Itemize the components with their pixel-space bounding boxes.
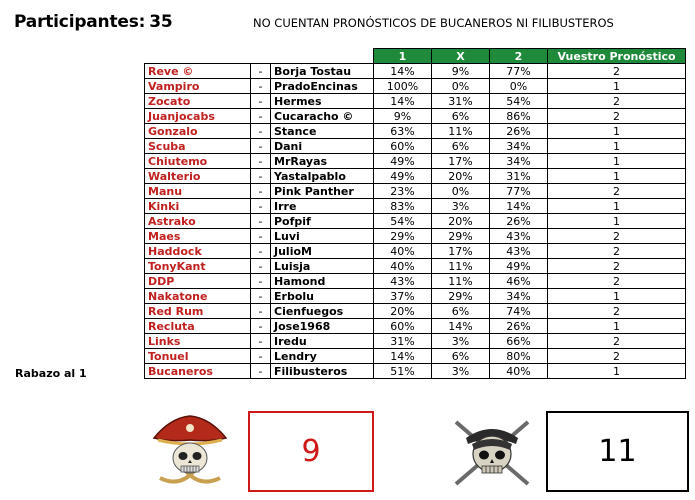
table-row xyxy=(145,124,686,139)
table-row xyxy=(145,304,686,319)
prediction-value: 2 xyxy=(548,244,686,259)
percent-2: 34% xyxy=(490,289,548,304)
participant-right-name: Dani xyxy=(271,139,374,154)
score-box-right: 11 xyxy=(546,411,689,492)
separator-dash: - xyxy=(251,304,271,319)
separator-dash: - xyxy=(251,199,271,214)
percent-x: 6% xyxy=(432,349,490,364)
table-body xyxy=(145,64,686,379)
participant-left-name: TonyKant xyxy=(145,259,251,274)
table-row xyxy=(145,364,686,379)
percent-1: 49% xyxy=(374,169,432,184)
percent-2: 49% xyxy=(490,259,548,274)
percent-2: 26% xyxy=(490,214,548,229)
participant-left-name: Kinki xyxy=(145,199,251,214)
percent-1: 29% xyxy=(374,229,432,244)
table-row xyxy=(145,64,686,79)
percent-1: 83% xyxy=(374,199,432,214)
percent-1: 63% xyxy=(374,124,432,139)
percent-2: 14% xyxy=(490,199,548,214)
separator-dash: - xyxy=(251,169,271,184)
table-row xyxy=(145,154,686,169)
percent-1: 100% xyxy=(374,79,432,94)
rabazo-label: Rabazo al 1 xyxy=(15,367,87,380)
participant-right-name: Jose1968 xyxy=(271,319,374,334)
separator-dash: - xyxy=(251,334,271,349)
percent-1: 49% xyxy=(374,154,432,169)
percent-x: 20% xyxy=(432,169,490,184)
participant-left-name: DDP xyxy=(145,274,251,289)
participant-left-name: Astrako xyxy=(145,214,251,229)
participant-right-name: Yastalpablo xyxy=(271,169,374,184)
percent-x: 17% xyxy=(432,154,490,169)
participant-left-name: Vampiro xyxy=(145,79,251,94)
prediction-value: 2 xyxy=(548,109,686,124)
separator-dash: - xyxy=(251,214,271,229)
percent-2: 80% xyxy=(490,349,548,364)
participant-right-name: Filibusteros xyxy=(271,364,374,379)
prediction-value: 2 xyxy=(548,184,686,199)
table-row xyxy=(145,169,686,184)
participant-left-name: Walterio xyxy=(145,169,251,184)
table-row xyxy=(145,214,686,229)
separator-dash: - xyxy=(251,244,271,259)
percent-1: 9% xyxy=(374,109,432,124)
participant-left-name: Zocato xyxy=(145,94,251,109)
prediction-value: 1 xyxy=(548,79,686,94)
table-row xyxy=(145,289,686,304)
participant-right-name: Iredu xyxy=(271,334,374,349)
table-row xyxy=(145,199,686,214)
participant-left-name: Bucaneros xyxy=(145,364,251,379)
percent-x: 0% xyxy=(432,79,490,94)
skull-crossed-swords-logo-icon xyxy=(446,408,538,496)
separator-dash: - xyxy=(251,259,271,274)
participant-right-name: Stance xyxy=(271,124,374,139)
participant-right-name: Hamond xyxy=(271,274,374,289)
separator-dash: - xyxy=(251,349,271,364)
participant-left-name: Links xyxy=(145,334,251,349)
participant-left-name: Tonuel xyxy=(145,349,251,364)
column-header-1: 1 xyxy=(374,49,432,64)
participant-left-name: Haddock xyxy=(145,244,251,259)
prediction-value: 2 xyxy=(548,274,686,289)
participant-right-name: Luvi xyxy=(271,229,374,244)
percent-1: 51% xyxy=(374,364,432,379)
percent-x: 9% xyxy=(432,64,490,79)
percent-x: 6% xyxy=(432,304,490,319)
column-header-2: 2 xyxy=(490,49,548,64)
participants-label: Participantes: xyxy=(14,12,146,32)
percent-1: 14% xyxy=(374,94,432,109)
percent-x: 0% xyxy=(432,184,490,199)
percent-x: 17% xyxy=(432,244,490,259)
table-row xyxy=(145,319,686,334)
percent-2: 26% xyxy=(490,319,548,334)
prediction-value: 1 xyxy=(548,199,686,214)
prediction-value: 1 xyxy=(548,289,686,304)
separator-dash: - xyxy=(251,124,271,139)
percent-2: 77% xyxy=(490,184,548,199)
table-row xyxy=(145,244,686,259)
percent-2: 43% xyxy=(490,244,548,259)
participant-right-name: MrRayas xyxy=(271,154,374,169)
percent-2: 26% xyxy=(490,124,548,139)
percent-x: 3% xyxy=(432,199,490,214)
percent-2: 66% xyxy=(490,334,548,349)
percent-x: 6% xyxy=(432,109,490,124)
notice-text: NO CUENTAN PRONÓSTICOS DE BUCANEROS NI FILIBUSTEROS xyxy=(253,16,614,30)
percent-1: 14% xyxy=(374,349,432,364)
percent-x: 31% xyxy=(432,94,490,109)
percent-2: 46% xyxy=(490,274,548,289)
participant-left-name: Nakatone xyxy=(145,289,251,304)
participants-heading xyxy=(14,12,173,32)
separator-dash: - xyxy=(251,289,271,304)
participant-right-name: Hermes xyxy=(271,94,374,109)
prediction-value: 2 xyxy=(548,334,686,349)
separator-dash: - xyxy=(251,109,271,124)
table-row xyxy=(145,94,686,109)
prediction-value: 1 xyxy=(548,139,686,154)
percent-1: 60% xyxy=(374,319,432,334)
participant-left-name: Gonzalo xyxy=(145,124,251,139)
table-header-row xyxy=(145,49,686,64)
percent-2: 54% xyxy=(490,94,548,109)
prediction-value: 2 xyxy=(548,259,686,274)
percent-1: 54% xyxy=(374,214,432,229)
percent-1: 43% xyxy=(374,274,432,289)
participant-right-name: PradoEncinas xyxy=(271,79,374,94)
prediction-value: 1 xyxy=(548,154,686,169)
percent-x: 3% xyxy=(432,334,490,349)
table-row xyxy=(145,334,686,349)
predictions-table xyxy=(144,48,686,379)
participant-left-name: Recluta xyxy=(145,319,251,334)
participant-right-name: Irre xyxy=(271,199,374,214)
prediction-value: 2 xyxy=(548,349,686,364)
percent-1: 40% xyxy=(374,244,432,259)
table-row xyxy=(145,139,686,154)
participant-right-name: Cucaracho © xyxy=(271,109,374,124)
participant-right-name: Erbolu xyxy=(271,289,374,304)
score-box-left: 9 xyxy=(248,411,374,492)
percent-1: 23% xyxy=(374,184,432,199)
percent-2: 40% xyxy=(490,364,548,379)
percent-1: 14% xyxy=(374,64,432,79)
percent-2: 0% xyxy=(490,79,548,94)
percent-x: 20% xyxy=(432,214,490,229)
participant-left-name: Manu xyxy=(145,184,251,199)
column-header-x: X xyxy=(432,49,490,64)
red-pirate-skull-logo-icon xyxy=(140,408,240,496)
percent-x: 11% xyxy=(432,274,490,289)
separator-dash: - xyxy=(251,319,271,334)
percent-1: 60% xyxy=(374,139,432,154)
prediction-value: 1 xyxy=(548,319,686,334)
participant-left-name: Red Rum xyxy=(145,304,251,319)
separator-dash: - xyxy=(251,64,271,79)
percent-2: 74% xyxy=(490,304,548,319)
participants-count: 35 xyxy=(149,12,173,32)
column-header-prediction: Vuestro Pronóstico xyxy=(548,49,686,64)
percent-2: 86% xyxy=(490,109,548,124)
prediction-value: 2 xyxy=(548,229,686,244)
participant-right-name: JulioM xyxy=(271,244,374,259)
prediction-value: 1 xyxy=(548,124,686,139)
percent-x: 6% xyxy=(432,139,490,154)
participant-left-name: Chiutemo xyxy=(145,154,251,169)
participant-left-name: Juanjocabs xyxy=(145,109,251,124)
percent-2: 34% xyxy=(490,139,548,154)
participant-left-name: Maes xyxy=(145,229,251,244)
percent-x: 11% xyxy=(432,124,490,139)
separator-dash: - xyxy=(251,79,271,94)
table-row xyxy=(145,349,686,364)
participant-right-name: Pink Panther xyxy=(271,184,374,199)
percent-2: 31% xyxy=(490,169,548,184)
percent-1: 37% xyxy=(374,289,432,304)
percent-1: 20% xyxy=(374,304,432,319)
prediction-value: 1 xyxy=(548,364,686,379)
separator-dash: - xyxy=(251,139,271,154)
percent-2: 77% xyxy=(490,64,548,79)
percent-1: 31% xyxy=(374,334,432,349)
table-row xyxy=(145,109,686,124)
separator-dash: - xyxy=(251,364,271,379)
prediction-value: 2 xyxy=(548,64,686,79)
prediction-value: 1 xyxy=(548,214,686,229)
table-row xyxy=(145,274,686,289)
prediction-value: 2 xyxy=(548,94,686,109)
table-row xyxy=(145,184,686,199)
separator-dash: - xyxy=(251,229,271,244)
percent-x: 14% xyxy=(432,319,490,334)
separator-dash: - xyxy=(251,184,271,199)
percent-x: 29% xyxy=(432,289,490,304)
participant-left-name: Reve © xyxy=(145,64,251,79)
separator-dash: - xyxy=(251,274,271,289)
percent-2: 34% xyxy=(490,154,548,169)
participant-right-name: Cienfuegos xyxy=(271,304,374,319)
table-row xyxy=(145,259,686,274)
prediction-value: 1 xyxy=(548,169,686,184)
participant-right-name: Luisja xyxy=(271,259,374,274)
percent-x: 3% xyxy=(432,364,490,379)
separator-dash: - xyxy=(251,94,271,109)
participant-right-name: Borja Tostau xyxy=(271,64,374,79)
percent-2: 43% xyxy=(490,229,548,244)
participant-right-name: Lendry xyxy=(271,349,374,364)
prediction-value: 2 xyxy=(548,304,686,319)
participant-right-name: Pofpif xyxy=(271,214,374,229)
table-row xyxy=(145,79,686,94)
percent-1: 40% xyxy=(374,259,432,274)
table-row xyxy=(145,229,686,244)
percent-x: 11% xyxy=(432,259,490,274)
percent-x: 29% xyxy=(432,229,490,244)
separator-dash: - xyxy=(251,154,271,169)
participant-left-name: Scuba xyxy=(145,139,251,154)
